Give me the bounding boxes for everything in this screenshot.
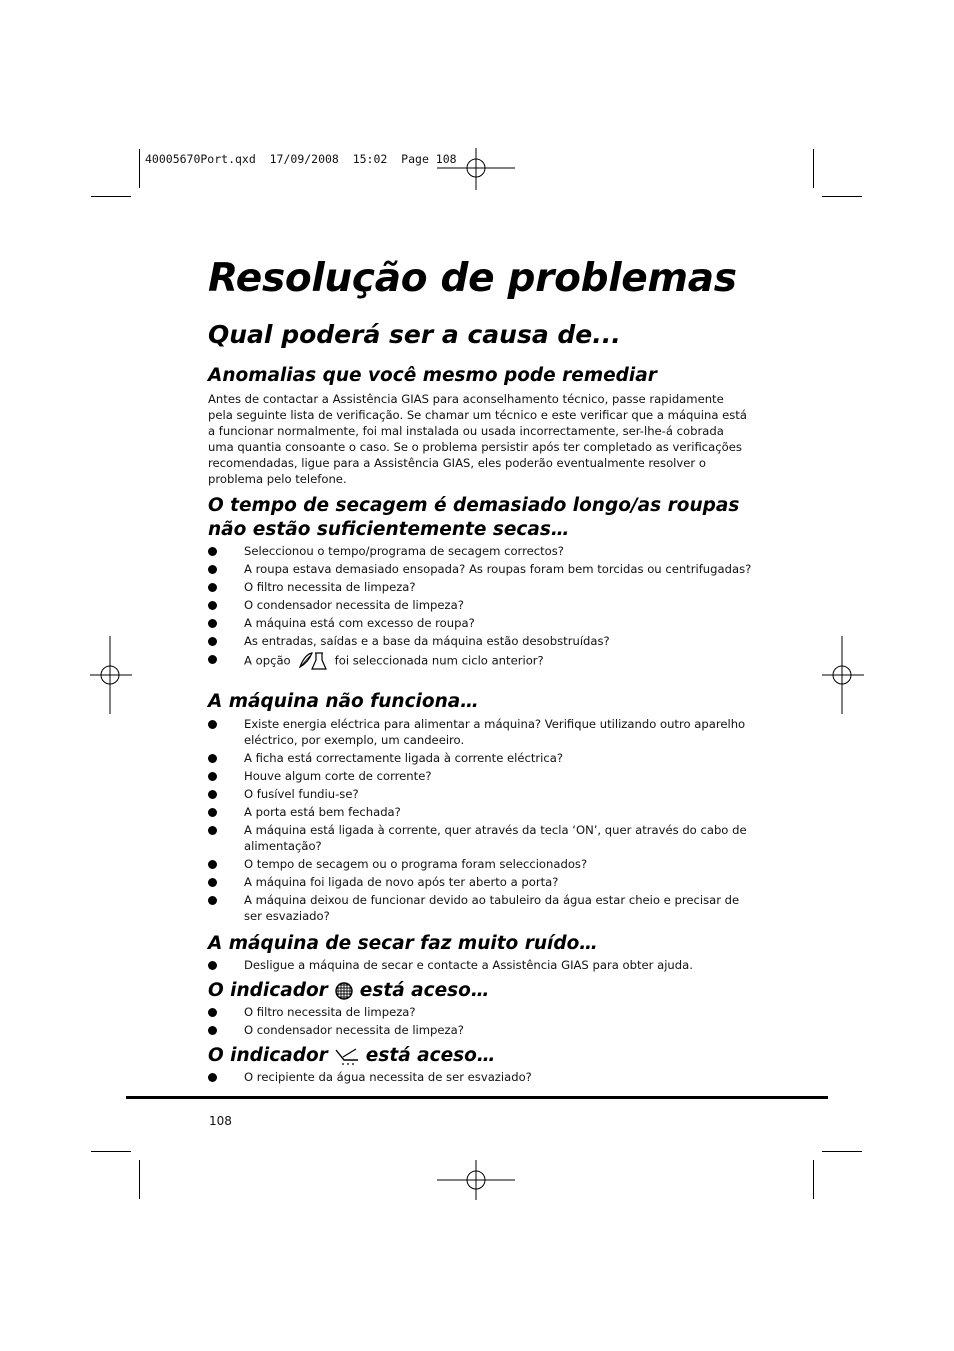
list-item: A máquina foi ligada de novo após ter aberto a porta? — [208, 874, 753, 890]
list-item: A roupa estava demasiado ensopada? As roupas foram bem torcidas ou centrifugadas? — [208, 561, 753, 577]
list-item: A máquina deixou de funcionar devido ao tabuleiro da água estar cheio e precisar de ser esvaziado? — [208, 892, 753, 924]
registration-mark-icon — [822, 636, 864, 714]
list-item: A ficha está correctamente ligada à corrente eléctrica? — [208, 750, 753, 766]
section-heading-anomalias: Anomalias que você mesmo pode remediar — [208, 365, 657, 386]
checklist-agua-indicador — [208, 1069, 753, 1087]
bullet-icon — [208, 1008, 217, 1017]
bullet-icon — [208, 826, 217, 835]
footer-rule — [126, 1096, 828, 1099]
section-heading-tempo-line1: O tempo de secagem é demasiado longo/as roupas — [208, 495, 740, 516]
water-container-indicator-icon — [334, 1046, 360, 1066]
filter-indicator-icon — [334, 981, 354, 1001]
crop-mark — [813, 149, 814, 188]
bullet-icon — [208, 896, 217, 905]
crop-mark — [91, 1151, 131, 1152]
print-slug: 40005670Port.qxd 17/09/2008 15:02 Page 108 — [145, 152, 457, 166]
checklist-filtro-indicador — [208, 1004, 753, 1040]
bullet-icon — [208, 601, 217, 610]
section-heading-ruido: A máquina de secar faz muito ruído… — [208, 933, 598, 954]
page-title: Resolução de problemas — [208, 256, 737, 301]
page-subtitle: Qual poderá ser a causa de... — [208, 320, 621, 349]
registration-mark-icon — [437, 148, 517, 192]
bullet-icon — [208, 720, 217, 729]
registration-mark-icon — [90, 636, 132, 714]
section-heading-agua-indicador: O indicador está aceso… — [208, 1045, 496, 1066]
bullet-icon — [208, 878, 217, 887]
crop-mark — [813, 1160, 814, 1199]
bullet-icon — [208, 637, 217, 646]
list-item: Existe energia eléctrica para alimentar a máquina? Verifique utilizando outro aparelho eléctrico, por exemplo, um candeeiro. — [208, 716, 753, 748]
section-heading-tempo — [208, 494, 739, 542]
bullet-icon — [208, 860, 217, 869]
page-number: 108 — [209, 1114, 232, 1128]
bullet-icon — [208, 655, 217, 664]
section-heading-filtro-indicador: O indicador está aceso… — [208, 980, 490, 1001]
bullet-icon — [208, 961, 217, 970]
section-heading-nao-funciona: A máquina não funciona… — [208, 691, 479, 712]
bullet-icon — [208, 583, 217, 592]
bullet-icon — [208, 619, 217, 628]
list-item: Houve algum corte de corrente? — [208, 768, 753, 784]
checklist-tempo — [208, 543, 753, 673]
bullet-icon — [208, 565, 217, 574]
list-item: Seleccionou o tempo/programa de secagem correctos? — [208, 543, 753, 559]
list-item: O filtro necessita de limpeza? — [208, 1004, 753, 1020]
list-item: Desligue a máquina de secar e contacte a Assistência GIAS para obter ajuda. — [208, 957, 753, 973]
list-item: O tempo de secagem ou o programa foram seleccionados? — [208, 856, 753, 872]
list-item: A máquina está com excesso de roupa? — [208, 615, 753, 631]
bullet-icon — [208, 1026, 217, 1035]
list-item: O condensador necessita de limpeza? — [208, 597, 753, 613]
bullet-icon — [208, 547, 217, 556]
list-item: A máquina está ligada à corrente, quer através da tecla ‘ON’, quer através do cabo de alimentação? — [208, 822, 753, 854]
crop-mark — [822, 196, 862, 197]
crop-mark — [91, 196, 131, 197]
list-item: O recipiente da água necessita de ser esvaziado? — [208, 1069, 753, 1085]
bullet-icon — [208, 790, 217, 799]
checklist-nao-funciona — [208, 716, 753, 926]
section-heading-tempo-line2: não estão suficientemente secas… — [208, 519, 570, 540]
bullet-icon — [208, 808, 217, 817]
crop-mark — [139, 1160, 140, 1199]
list-item: O condensador necessita de limpeza? — [208, 1022, 753, 1038]
list-item: A porta está bem fechada? — [208, 804, 753, 820]
list-item: A opção foi seleccionada num ciclo anterior? — [208, 651, 753, 671]
delicate-option-icon — [297, 651, 329, 671]
intro-paragraph: Antes de contactar a Assistência GIAS para aconselhamento técnico, passe rapidamente pela seguinte lista de verificação. Se chamar um técnico e este verificar que a máquina está a funcionar normalmente, foi mal instalada ou usada incorrectamente, ser-lhe-á cobrada uma quantia consoante o caso. Se o problema persistir após ter completado as verificações recomendadas, ligue para a Assistência GIAS, eles poderão eventualmente resolver o problema pelo telefone. — [208, 392, 747, 486]
list-item: O fusível fundiu-se? — [208, 786, 753, 802]
list-item: As entradas, saídas e a base da máquina estão desobstruídas? — [208, 633, 753, 649]
checklist-ruido — [208, 957, 753, 975]
list-item: O filtro necessita de limpeza? — [208, 579, 753, 595]
bullet-icon — [208, 772, 217, 781]
bullet-icon — [208, 754, 217, 763]
registration-mark-icon — [437, 1160, 517, 1200]
bullet-icon — [208, 1073, 217, 1082]
crop-mark — [139, 149, 140, 188]
crop-mark — [822, 1151, 862, 1152]
